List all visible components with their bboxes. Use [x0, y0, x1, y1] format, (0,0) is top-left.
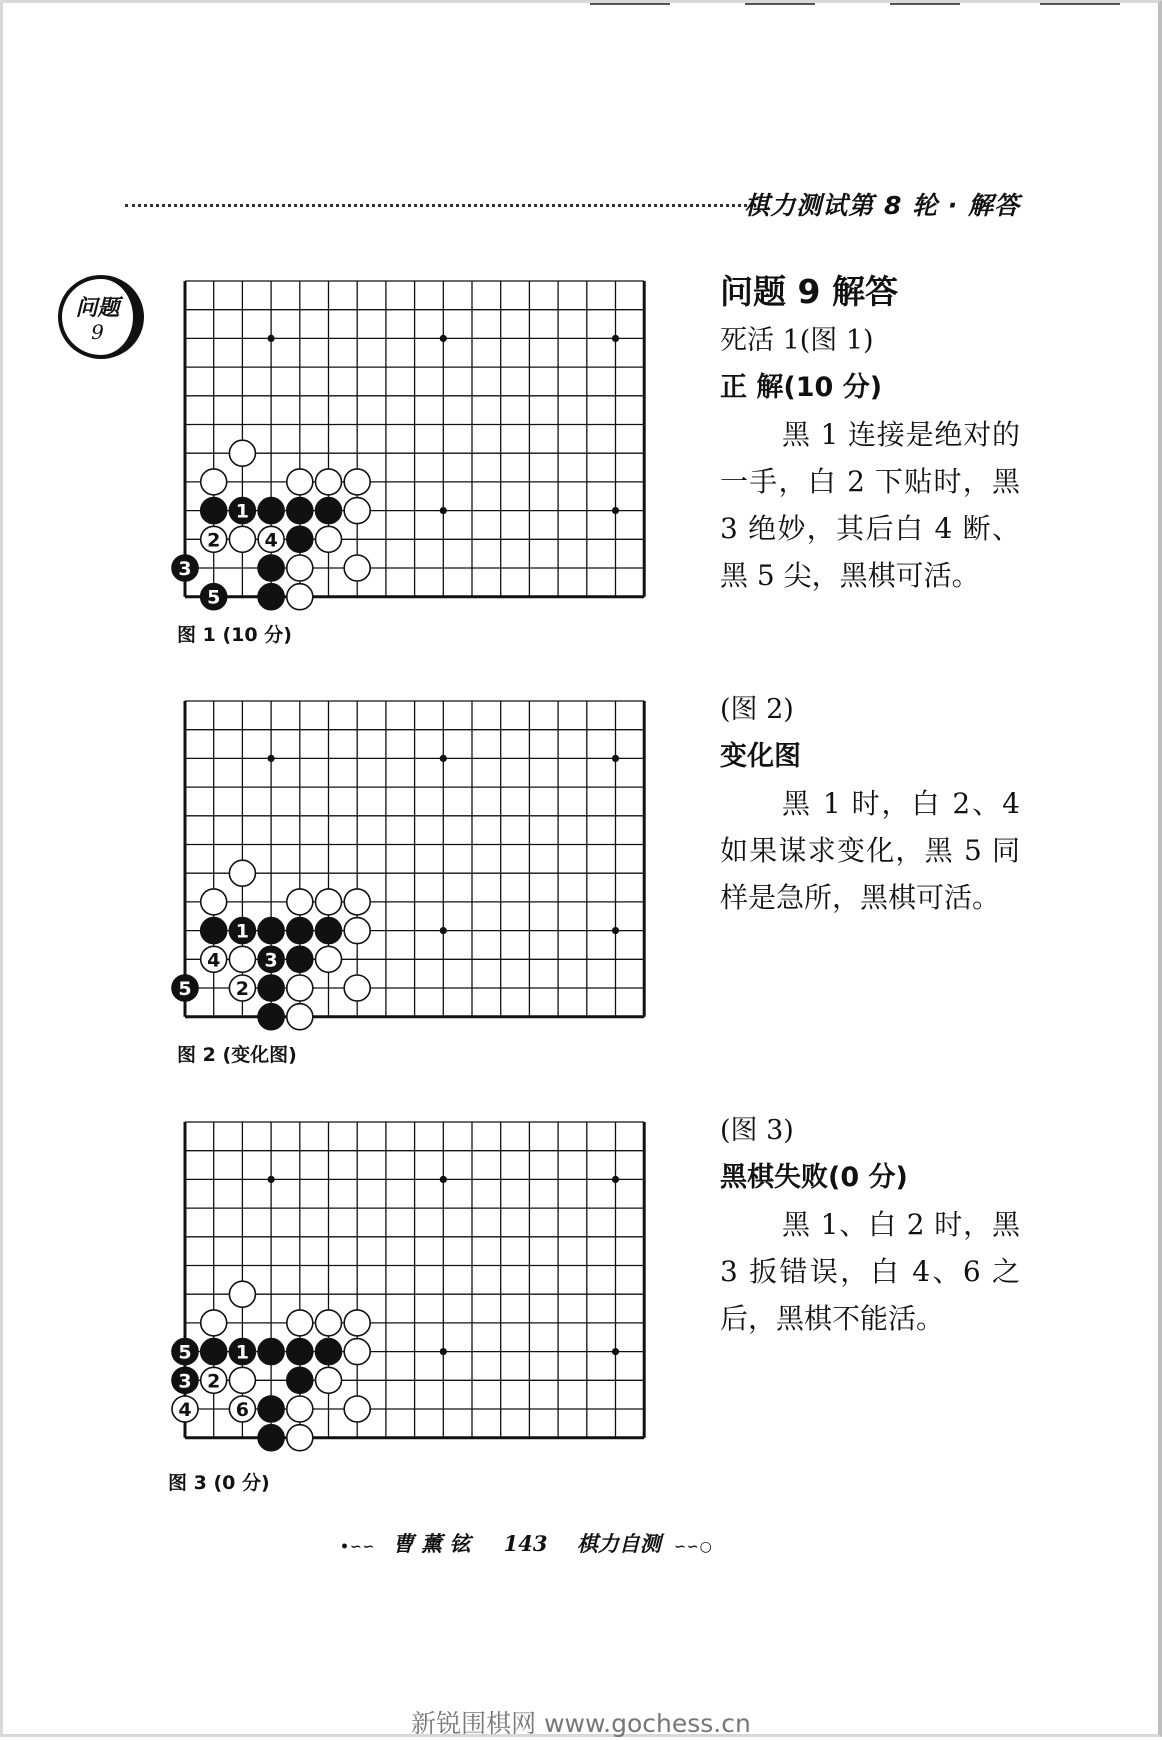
white-stone	[344, 469, 370, 495]
board-grid	[185, 701, 644, 1017]
star-point	[612, 1176, 619, 1183]
black-stone	[258, 975, 284, 1001]
footer-deco-right: ∽∽○	[674, 1539, 713, 1555]
white-stone	[287, 469, 313, 495]
move-number: 4	[178, 1399, 192, 1421]
move-number: 4	[264, 529, 278, 552]
star-point	[440, 1348, 447, 1355]
star-point	[612, 1348, 619, 1355]
move-number: 4	[207, 949, 221, 972]
running-header	[125, 186, 1020, 226]
solution-section-3	[720, 1107, 1020, 1342]
go-diagram-1	[160, 266, 700, 626]
white-stone	[287, 889, 313, 915]
section-body: 黑 1 连接是绝对的一手，白 2 下贴时，黑 3 绝妙，其后白 4 断、黑 5 尖，黑棋可活。	[720, 418, 1020, 592]
star-point	[268, 755, 275, 762]
site-watermark: 新锐围棋网 www.gochess.cn	[411, 1709, 751, 1738]
black-stone	[258, 1339, 284, 1365]
white-stone	[344, 1339, 370, 1365]
black-stone	[287, 918, 313, 944]
section-heading: 变化图	[720, 741, 801, 772]
black-stone	[287, 1367, 313, 1393]
black-stone	[287, 1339, 313, 1365]
black-stone	[201, 918, 227, 944]
white-stone	[287, 555, 313, 581]
black-stone	[316, 1339, 342, 1365]
white-stone	[316, 1367, 342, 1393]
black-stone	[316, 498, 342, 524]
white-stone	[344, 498, 370, 524]
white-stone	[344, 1396, 370, 1422]
white-stone	[344, 555, 370, 581]
move-number: 2	[207, 529, 221, 552]
black-stone	[258, 584, 284, 610]
white-stone	[287, 584, 313, 610]
black-stone	[287, 946, 313, 972]
white-stone	[201, 469, 227, 495]
white-stone	[344, 889, 370, 915]
star-point	[612, 507, 619, 514]
star-point	[612, 927, 619, 934]
star-point	[440, 1176, 447, 1183]
diagram-2-caption: 图 2 (变化图)	[177, 1044, 297, 1066]
solution-section-2	[720, 686, 1020, 921]
move-number: 1	[235, 920, 250, 943]
star-point	[268, 335, 275, 342]
white-stone	[316, 889, 342, 915]
white-stone	[229, 440, 255, 466]
black-stone	[258, 555, 284, 581]
white-stone	[344, 1310, 370, 1336]
star-point	[268, 1176, 275, 1183]
move-number: 5	[178, 1341, 192, 1364]
star-point	[440, 507, 447, 514]
white-stone	[229, 1367, 255, 1393]
move-number: 1	[235, 1341, 250, 1364]
section-ref: (图 3)	[720, 1115, 794, 1146]
white-stone	[287, 1004, 313, 1030]
black-stone	[258, 1425, 284, 1451]
move-number: 1	[235, 500, 250, 523]
white-stone	[316, 1310, 342, 1336]
footer-book-title: 棋力自测	[576, 1531, 661, 1556]
star-point	[612, 755, 619, 762]
black-stone	[287, 498, 313, 524]
star-point	[440, 335, 447, 342]
white-stone	[316, 526, 342, 552]
white-stone	[229, 946, 255, 972]
section-heading: 黑棋失败(0 分)	[720, 1162, 908, 1193]
white-stone	[287, 975, 313, 1001]
move-number: 3	[178, 1370, 192, 1393]
footer-deco-left: •∽∽	[340, 1539, 376, 1555]
board-grid	[185, 281, 644, 597]
black-stone	[316, 918, 342, 944]
page-footer	[340, 1528, 940, 1558]
diagram-1-caption: 图 1 (10 分)	[177, 624, 292, 646]
go-diagram-3	[160, 1107, 700, 1467]
black-stone	[258, 498, 284, 524]
black-stone	[258, 1396, 284, 1422]
footer-author: 曹 薰 铉	[392, 1531, 471, 1556]
star-point	[440, 927, 447, 934]
go-diagram-2	[160, 686, 700, 1046]
move-number: 3	[178, 558, 192, 580]
move-number: 2	[235, 978, 250, 1000]
scan-edge-marks	[590, 0, 1120, 8]
move-number: 2	[207, 1370, 221, 1393]
white-stone	[344, 918, 370, 944]
white-stone	[287, 1396, 313, 1422]
black-stone	[287, 526, 313, 552]
board-grid	[185, 1122, 644, 1438]
badge-number: 9	[91, 320, 104, 344]
star-point	[612, 335, 619, 342]
white-stone	[316, 469, 342, 495]
black-stone	[258, 918, 284, 944]
white-stone	[201, 889, 227, 915]
white-stone	[287, 1425, 313, 1451]
white-stone	[229, 1281, 255, 1307]
solution-title: 问题 9 解答	[720, 272, 898, 311]
white-stone	[229, 860, 255, 886]
white-stone	[201, 1310, 227, 1336]
white-stone	[344, 975, 370, 1001]
black-stone	[201, 498, 227, 524]
problem-badge	[58, 275, 144, 359]
move-number: 3	[264, 949, 278, 972]
running-title: 棋力测试第 8 轮 · 解答	[744, 191, 1020, 220]
white-stone	[229, 526, 255, 552]
solution-section-1	[720, 266, 1020, 599]
star-point	[440, 755, 447, 762]
white-stone	[287, 1310, 313, 1336]
header-leader-dots	[125, 204, 753, 207]
black-stone	[258, 1004, 284, 1030]
section-ref: 死活 1(图 1)	[720, 325, 874, 356]
section-ref: (图 2)	[720, 694, 794, 725]
badge-label: 问题	[75, 296, 120, 321]
move-number: 6	[235, 1399, 250, 1421]
white-stone	[316, 946, 342, 972]
move-number: 5	[178, 978, 192, 1000]
section-heading: 正 解(10 分)	[720, 372, 883, 403]
move-number: 5	[207, 586, 221, 609]
page-number: 143	[503, 1531, 548, 1556]
section-body: 黑 1、白 2 时，黑 3 扳错误，白 4、6 之后，黑棋不能活。	[720, 1208, 1020, 1335]
section-body: 黑 1 时，白 2、4 如果谋求变化，黑 5 同样是急所，黑棋可活。	[720, 787, 1020, 914]
black-stone	[201, 1339, 227, 1365]
diagram-3-caption: 图 3 (0 分)	[168, 1472, 270, 1494]
